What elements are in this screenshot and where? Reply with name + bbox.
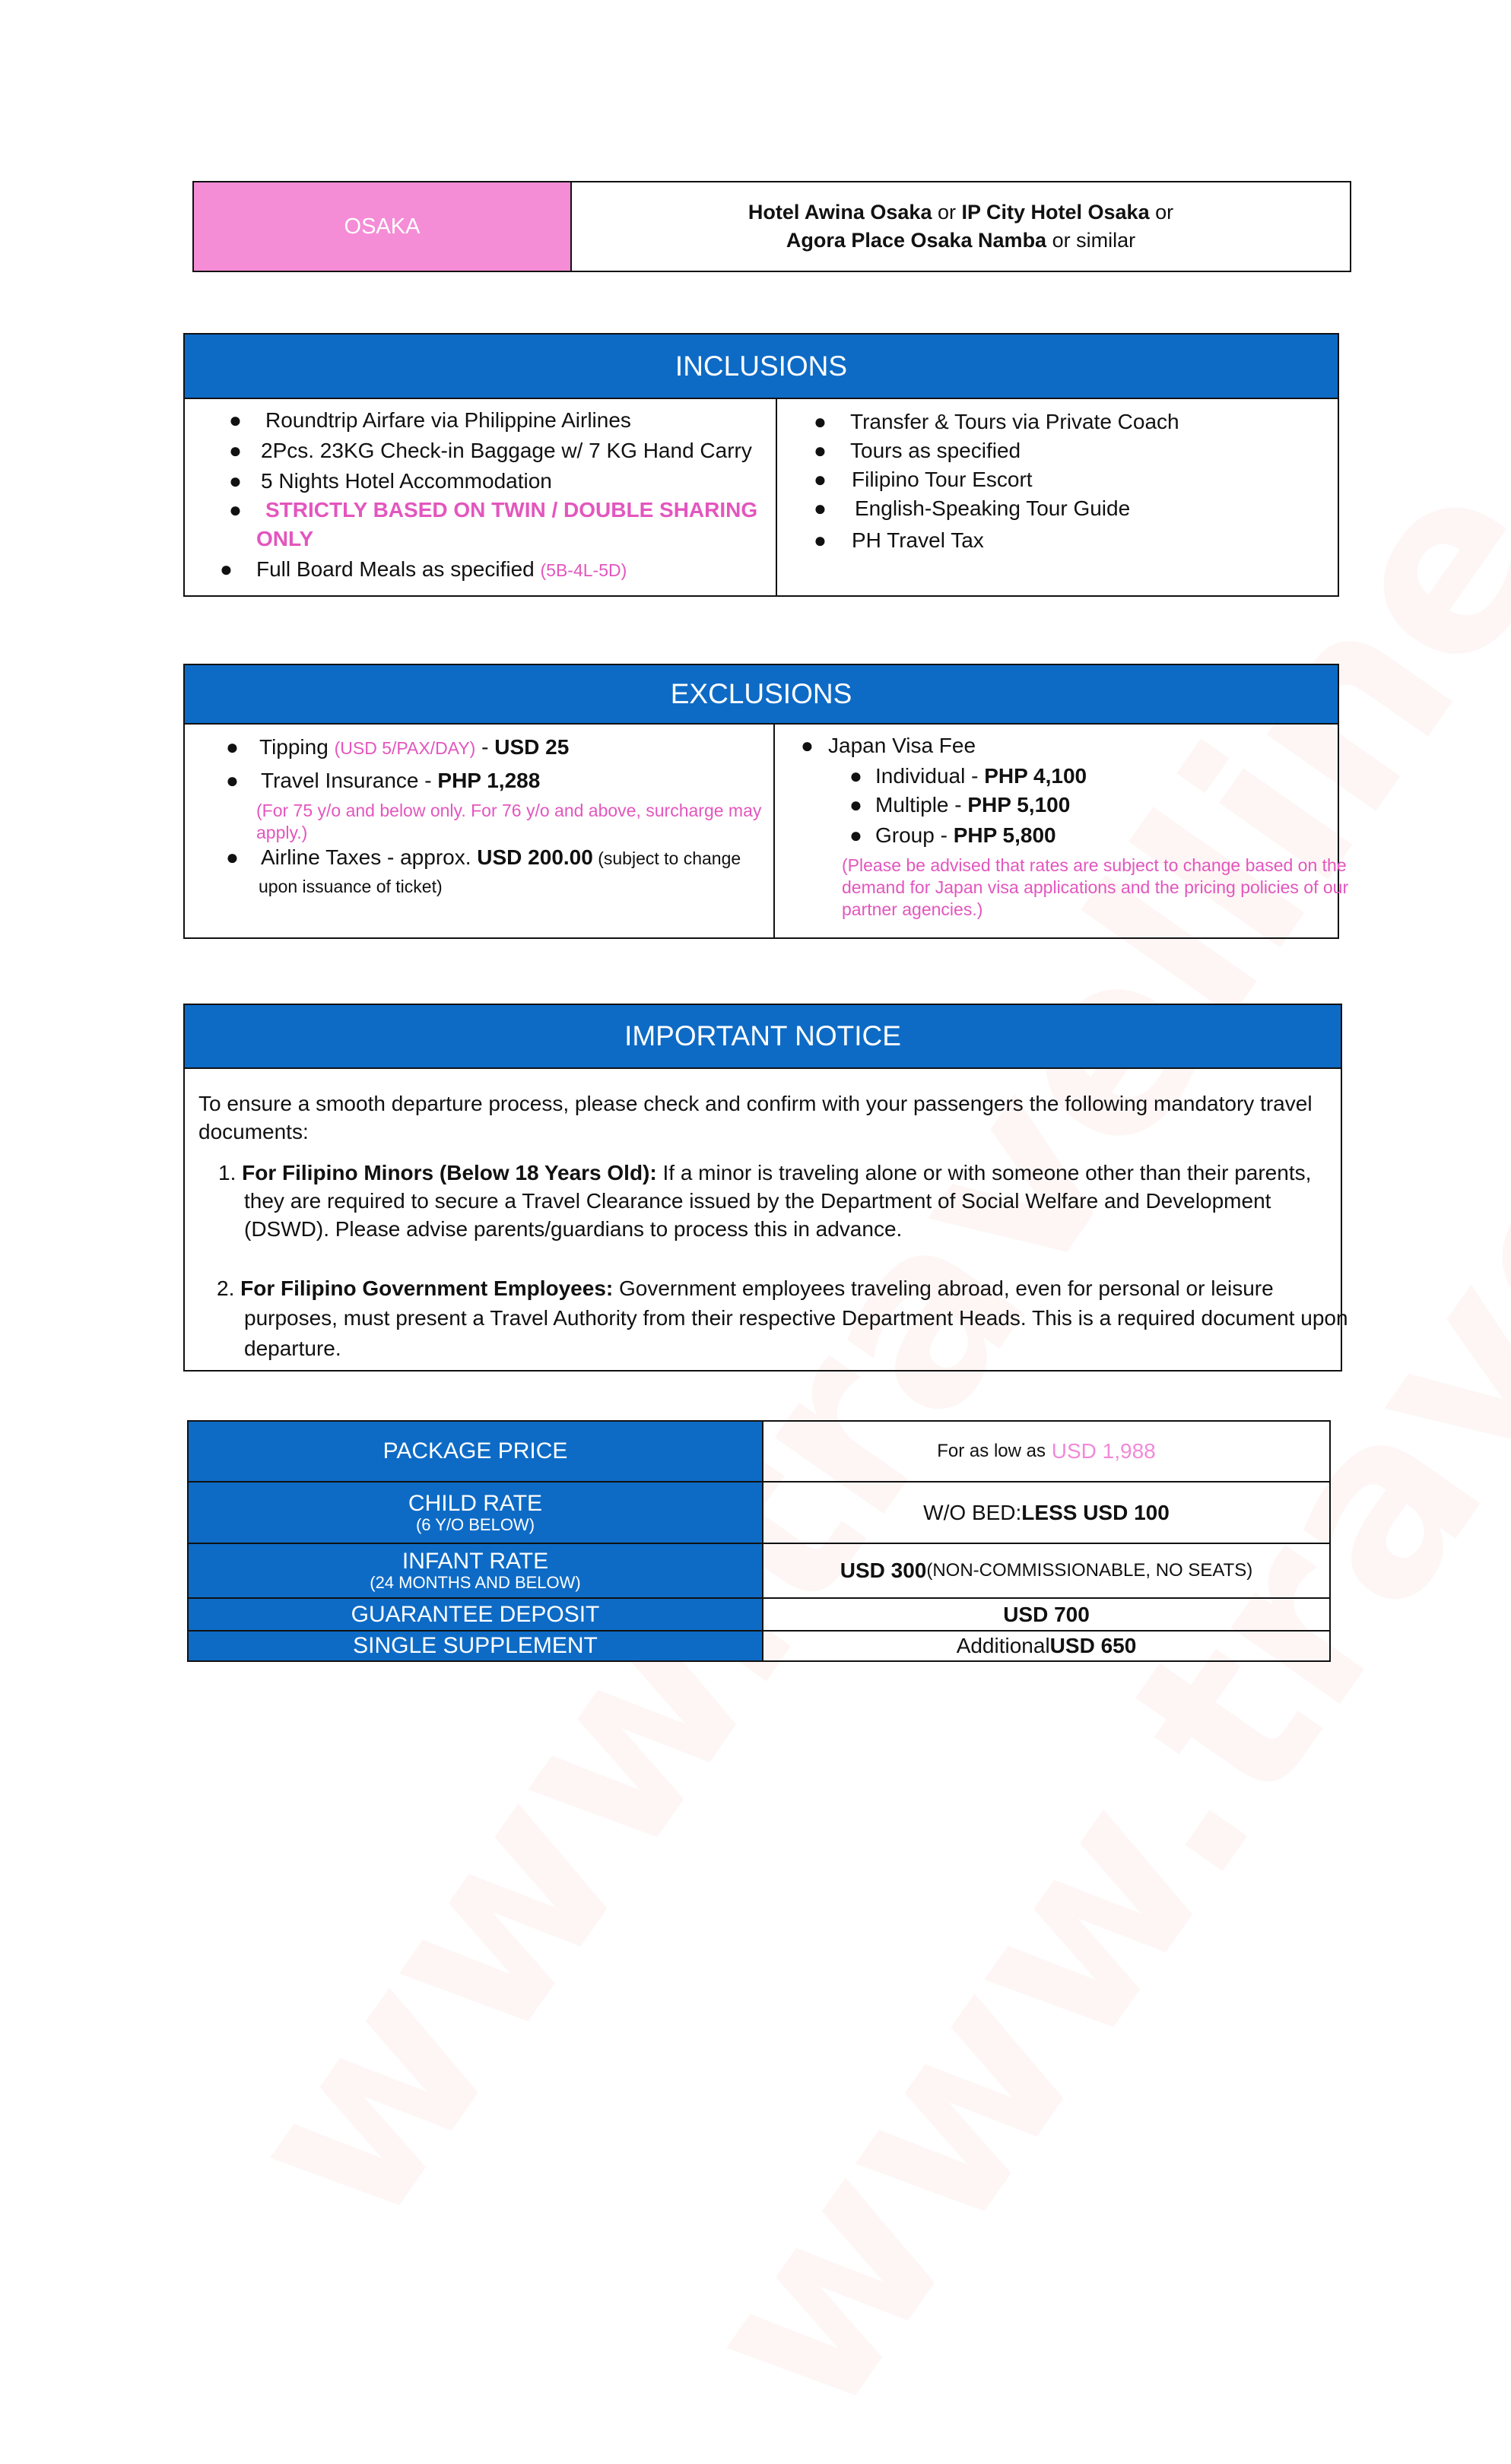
- list-item-continuation: ONLY: [256, 527, 314, 550]
- bullet-icon: ●: [849, 764, 862, 788]
- notice-intro: To ensure a smooth departure process, please check and confirm with your passengers the following mandatory travel documents:: [198, 1092, 1313, 1143]
- visa-individual: ● Individual - PHP 4,100: [849, 764, 1087, 788]
- visa-individual-value: PHP 4,100: [984, 764, 1087, 788]
- hotel-connector: or: [932, 201, 962, 224]
- visa-note: (Please be advised that rates are subject to change based on the demand for Japan visa applications and the pricing policies of our partner agencies.): [842, 855, 1349, 919]
- package-price-value: USD 1,988: [1051, 1439, 1156, 1463]
- price-sublabel: (6 Y/O BELOW): [415, 1514, 535, 1534]
- price-table: [187, 1420, 1331, 1662]
- list-item-visa: ● Japan Visa Fee: [801, 734, 976, 757]
- price-label: CHILD RATE: [408, 1490, 543, 1516]
- exclusions-right: [775, 725, 1349, 939]
- hotel-name: IP City Hotel Osaka: [961, 201, 1150, 224]
- bullet-icon: ●: [226, 769, 239, 792]
- list-item: ● English-Speaking Tour Guide: [814, 496, 1131, 520]
- single-supplement-value: USD 650: [1049, 1634, 1137, 1657]
- taxes-note: (subject to change: [592, 848, 741, 868]
- meals-note: (5B-4L-5D): [540, 560, 627, 580]
- price-row-deposit: [189, 1599, 1329, 1632]
- bullet-icon: ●: [814, 468, 827, 491]
- price-label: PACKAGE PRICE: [383, 1438, 568, 1463]
- price-label: GUARANTEE DEPOSIT: [351, 1601, 600, 1627]
- hotel-line-2: [786, 227, 1135, 255]
- child-rate-value: LESS USD 100: [1021, 1500, 1170, 1524]
- bullet-icon: ●: [229, 469, 242, 493]
- notice-item-heading: For Filipino Government Employees:: [240, 1276, 614, 1300]
- notice-title: IMPORTANT NOTICE: [185, 1005, 1341, 1069]
- hotel-table: [192, 181, 1351, 272]
- bullet-icon: ●: [814, 410, 827, 433]
- insurance-note: (For 75 y/o and below only. For 76 y/o and above, surcharge may apply.): [256, 801, 762, 842]
- list-item-tipping: ● Tipping (USD 5/PAX/DAY) - USD 25: [226, 735, 570, 759]
- notice-item-1: 1. For Filipino Minors (Below 18 Years Old): If a minor is traveling alone or with someone other than their parents, they are required to secure a Travel Clearance issued by the Department of Social Welfare and Development (DSWD). Please advise parents/guardians to process this in advance.: [218, 1161, 1312, 1241]
- list-item: ● Tours as specified: [814, 439, 1021, 462]
- inclusions-right: [777, 399, 1338, 597]
- exclusions-title: EXCLUSIONS: [185, 665, 1338, 725]
- bullet-icon: ●: [229, 498, 242, 522]
- deposit-value: USD 700: [1003, 1602, 1090, 1626]
- bullet-icon: ●: [801, 734, 814, 757]
- notice-box: [183, 1004, 1348, 1372]
- bullet-icon: ●: [814, 496, 827, 520]
- bullet-icon: ●: [226, 735, 239, 759]
- price-sublabel: (24 MONTHS AND BELOW): [370, 1573, 581, 1592]
- tipping-value: USD 25: [494, 735, 570, 759]
- hotel-connector: or similar: [1046, 229, 1136, 252]
- hotel-name: Hotel Awina Osaka: [748, 201, 932, 224]
- infant-rate-value: USD 300: [840, 1559, 927, 1582]
- price-row-single: SINGLE SUPPLEMENT Additional USD 650: [189, 1632, 1329, 1660]
- visa-multiple: ● Multiple - PHP 5,100: [849, 793, 1071, 817]
- list-item-twin-sharing: ● STRICTLY BASED ON TWIN / DOUBLE SHARING: [229, 498, 758, 522]
- visa-group-value: PHP 5,800: [953, 823, 1056, 847]
- notice-item-heading: For Filipino Minors (Below 18 Years Old):: [242, 1161, 657, 1184]
- notice-item-2: 2. For Filipino Government Employees: Government employees traveling abroad, even for personal or leisure purposes, must present a Travel Authority from their respective Department Heads. This is a required document upon departure.: [217, 1276, 1348, 1360]
- price-label: INFANT RATE: [402, 1549, 549, 1574]
- insurance-value: PHP 1,288: [437, 769, 541, 792]
- price-label: SINGLE SUPPLEMENT: [353, 1633, 598, 1658]
- bullet-icon: ●: [220, 557, 233, 581]
- list-item: ● Roundtrip Airfare via Philippine Airlines: [229, 408, 631, 432]
- hotel-connector: or: [1149, 201, 1174, 224]
- exclusions-box: [183, 664, 1349, 939]
- hotel-city: OSAKA: [194, 182, 572, 271]
- bullet-icon: ●: [849, 793, 862, 817]
- bullet-icon: ●: [226, 845, 239, 869]
- list-item: ● 5 Nights Hotel Accommodation: [229, 469, 552, 493]
- list-item: ● 2Pcs. 23KG Check-in Baggage w/ 7 KG Hand Carry: [229, 439, 752, 462]
- list-item-insurance: ● Travel Insurance - PHP 1,288: [226, 769, 541, 792]
- bullet-icon: ●: [814, 528, 827, 552]
- price-row-infant: INFANT RATE (24 MONTHS AND BELOW) USD 300 (NON-COMMISSIONABLE, NO SEATS): [189, 1544, 1329, 1599]
- bullet-icon: ●: [849, 823, 862, 847]
- visa-group: ● Group - PHP 5,800: [849, 823, 1056, 847]
- inclusions-left: [185, 399, 777, 597]
- hotel-names: [572, 182, 1350, 271]
- list-item: ● Filipino Tour Escort: [814, 468, 1033, 491]
- notice-body: [185, 1069, 1348, 1373]
- price-row-package: PACKAGE PRICE For as low as USD 1,988: [189, 1422, 1329, 1483]
- visa-multiple-value: PHP 5,100: [967, 793, 1071, 817]
- taxes-note-continuation: upon issuance of ticket): [259, 877, 443, 896]
- bullet-icon: ●: [814, 439, 827, 462]
- price-row-child: CHILD RATE (6 Y/O BELOW) W/O BED: LESS USD 100: [189, 1483, 1329, 1544]
- list-item-taxes: ● Airline Taxes - approx. USD 200.00 (subject to change: [226, 845, 741, 869]
- taxes-value: USD 200.00: [477, 845, 593, 869]
- bullet-icon: ●: [229, 408, 242, 432]
- list-item: ● Transfer & Tours via Private Coach: [814, 410, 1179, 433]
- list-number: 1.: [218, 1161, 236, 1184]
- inclusions-box: [183, 333, 1339, 597]
- list-item: ● Full Board Meals as specified (5B-4L-5D): [220, 557, 627, 581]
- hotel-line-1: [748, 198, 1173, 227]
- exclusions-left: [185, 725, 775, 939]
- tipping-note: (USD 5/PAX/DAY): [334, 738, 476, 758]
- hotel-name: Agora Place Osaka Namba: [786, 229, 1047, 252]
- list-number: 2.: [217, 1276, 235, 1300]
- inclusions-title: INCLUSIONS: [185, 335, 1338, 399]
- list-item: ● PH Travel Tax: [814, 528, 984, 552]
- bullet-icon: ●: [229, 439, 242, 462]
